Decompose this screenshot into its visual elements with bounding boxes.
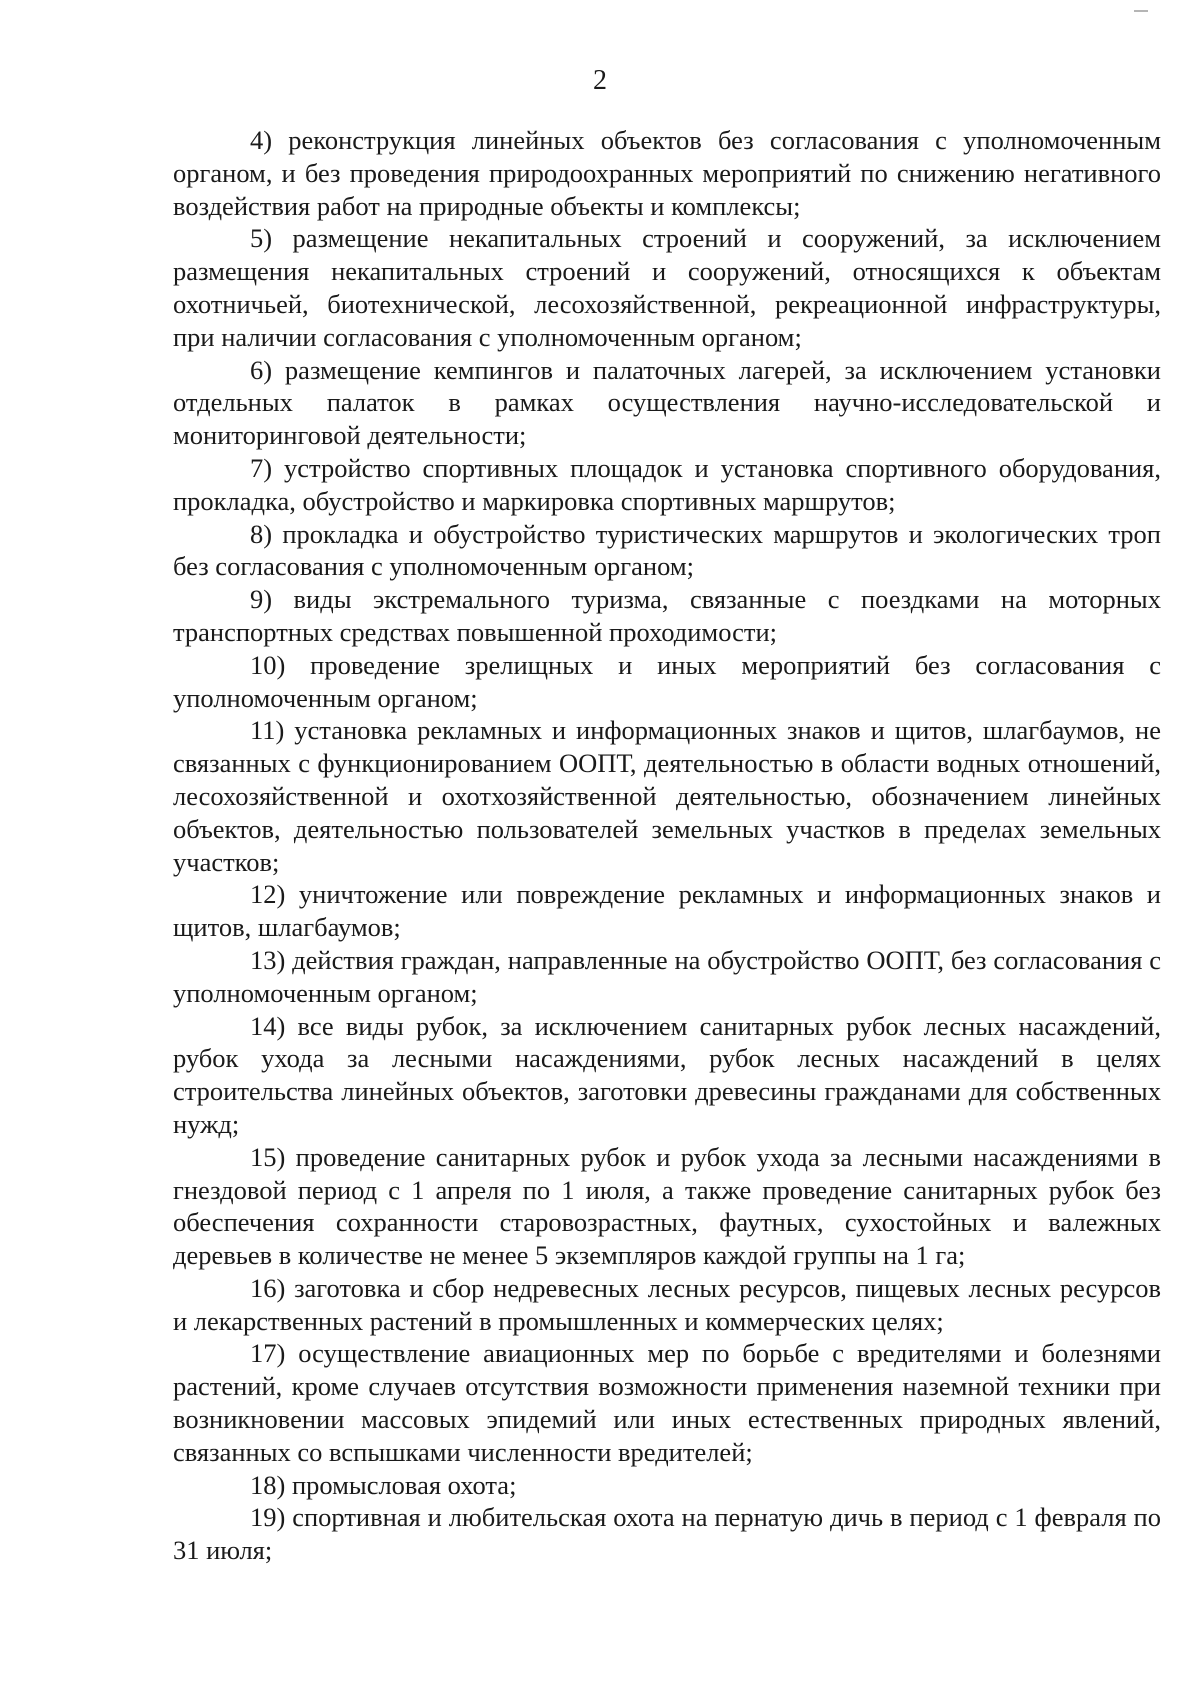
document-body — [173, 124, 1161, 1567]
list-item: 15) проведение санитарных рубок и рубок ухода за лесными насаждениями в гнездовой период с 1 апреля по 1 июля, а также проведение санитарных рубок без обеспечения сохранности старовозрастных, фаутных, сухостойных и валежных деревьев в количестве не менее 5 экземпляров каждой группы на 1 га; — [173, 1141, 1161, 1271]
list-item: 7) устройство спортивных площадок и установка спортивного оборудования, прокладка, обустройство и маркировка спортивных маршрутов; — [173, 452, 1161, 516]
list-item: 12) уничтожение или повреждение рекламных и информационных знаков и щитов, шлагбаумов; — [173, 879, 1161, 943]
list-item: 18) промысловая охота; — [250, 1469, 517, 1500]
list-item: 13) действия граждан, направленные на обустройство ООПТ, без согласования с уполномоченным органом; — [173, 944, 1161, 1008]
list-item: 4) реконструкция линейных объектов без согласования с уполномоченным органом, и без проведения природоохранных мероприятий по снижению негативного воздействия работ на природные объекты и комплексы; — [173, 125, 1161, 221]
list-item: 6) размещение кемпингов и палаточных лагерей, за исключением установки отдельных палаток в рамках осуществления научно-исследовательской и мониторинговой деятельности; — [173, 354, 1161, 451]
page-number: 2 — [593, 65, 607, 96]
list-item: 19) спортивная и любительская охота на пернатую дичь в период с 1 февраля по 31 июля; — [173, 1502, 1161, 1566]
list-item: 9) виды экстремального туризма, связанные с поездками на моторных транспортных средствах повышенной проходимости; — [173, 584, 1161, 647]
list-item: 16) заготовка и сбор недревесных лесных ресурсов, пищевых лесных ресурсов и лекарственных растений в промышленных и коммерческих целях; — [173, 1272, 1161, 1336]
list-item: 8) прокладка и обустройство туристических маршрутов и экологических троп без согласования с уполномоченным органом; — [173, 518, 1161, 582]
list-item: 10) проведение зрелищных и иных мероприятий без согласования с уполномоченным органом; — [173, 649, 1161, 713]
list-item: 5) размещение некапитальных строений и сооружений, за исключением размещения некапитальных строений и сооружений, относящихся к объектам охотничьей, биотехнической, лесохозяйственной, рекреационной инфраструктуры, при наличии согласования с уполномоченным органом; — [173, 223, 1161, 352]
list-item: 14) все виды рубок, за исключением санитарных рубок лесных насаждений, рубок ухода за лесными насаждениями, рубок лесных насаждений в целях строительства линейных объектов, заготовки древесины гражданами для собственных нужд; — [173, 1010, 1161, 1139]
list-item: 17) осуществление авиационных мер по борьбе с вредителями и болезнями растений, кроме случаев отсутствия возможности применения наземной техники при возникновении массовых эпидемий или иных естественных природных явлений, связанных со вспышками численности вредителей; — [173, 1338, 1161, 1467]
list-item: 11) установка рекламных и информационных знаков и щитов, шлагбаумов, не связанных с функционированием ООПТ, деятельностью в области водных отношений, лесохозяйственной и охотхозяйственной деятельностью, обозначением линейных объектов, деятельностью пользователей земельных участков в пределах земельных участков; — [173, 715, 1161, 877]
scan-mark — [1134, 10, 1148, 12]
